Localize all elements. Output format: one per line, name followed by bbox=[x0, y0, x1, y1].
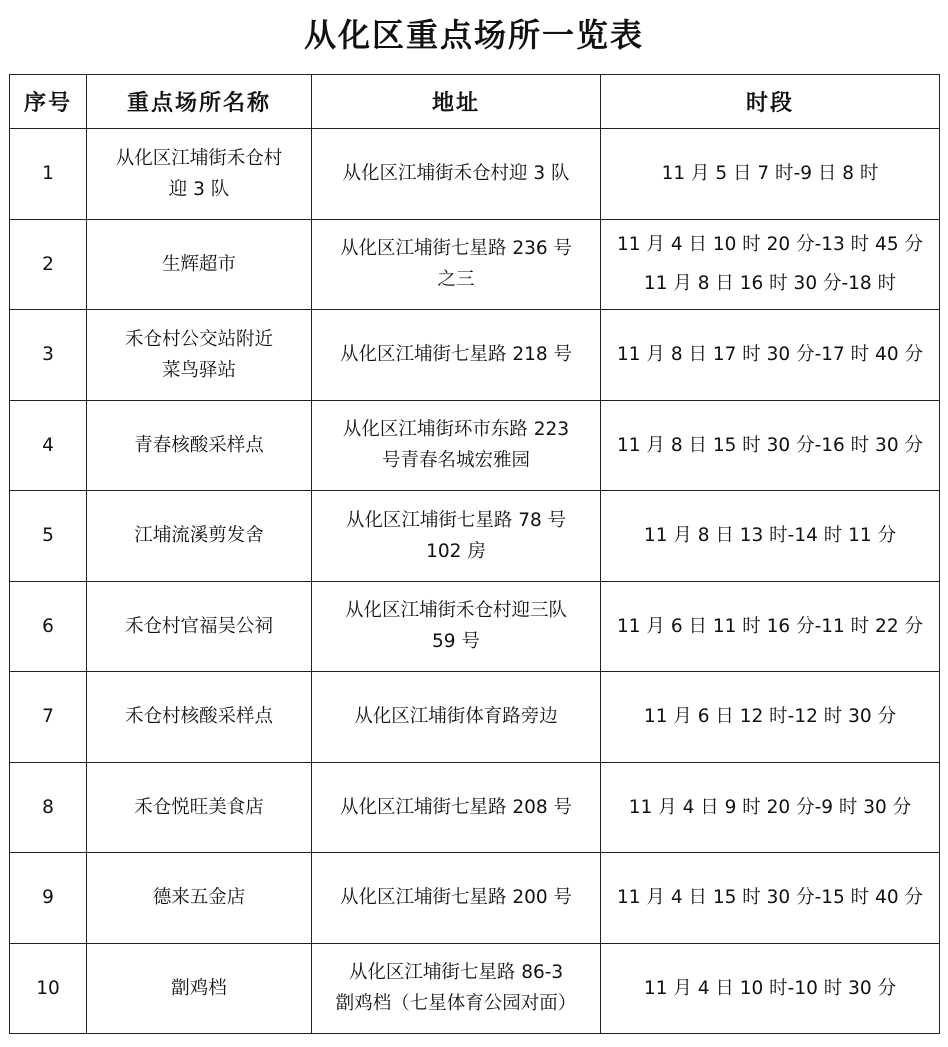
cell-site-name-line: 禾仓村公交站附近 bbox=[124, 328, 273, 350]
cell-seq: 7 bbox=[10, 672, 87, 763]
table-row bbox=[10, 310, 940, 401]
cell-period-line: 11 月 8 日 15 时 30 分-16 时 30 分 bbox=[617, 434, 923, 456]
cell-period-line: 11 月 6 日 11 时 16 分-11 时 22 分 bbox=[617, 615, 923, 637]
cell-site-name-line: 青春核酸采样点 bbox=[134, 434, 264, 456]
cell-site-name bbox=[87, 581, 312, 672]
header-address: 地址 bbox=[312, 75, 601, 129]
cell-site-name bbox=[87, 129, 312, 220]
cell-site-name-line: 菜鸟驿站 bbox=[161, 359, 236, 381]
cell-address-line: 从化区江埔街七星路 236 号 bbox=[339, 238, 573, 260]
table-row bbox=[10, 400, 940, 491]
cell-address bbox=[312, 762, 601, 853]
cell-address bbox=[312, 219, 601, 310]
cell-site-name bbox=[87, 853, 312, 944]
cell-period bbox=[601, 491, 940, 582]
cell-address bbox=[312, 491, 601, 582]
cell-site-name-line: 江埔流溪剪发舍 bbox=[134, 525, 264, 547]
cell-address-line: 102 房 bbox=[426, 540, 486, 562]
table-row bbox=[10, 219, 940, 310]
cell-address-line: 从化区江埔街七星路 78 号 bbox=[345, 509, 567, 531]
table-row bbox=[10, 672, 940, 763]
cell-seq: 3 bbox=[10, 310, 87, 401]
table-row bbox=[10, 491, 940, 582]
cell-site-name bbox=[87, 762, 312, 853]
table-row bbox=[10, 943, 940, 1034]
cell-address-line: 劏鸡档（七星体育公园对面） bbox=[335, 993, 577, 1015]
cell-address-line: 59 号 bbox=[432, 631, 480, 653]
cell-site-name-line: 从化区江埔街禾仓村 bbox=[115, 147, 283, 169]
cell-period bbox=[601, 581, 940, 672]
cell-address-line: 从化区江埔街体育路旁边 bbox=[354, 706, 558, 728]
cell-site-name-line: 劏鸡档 bbox=[171, 977, 227, 999]
cell-address bbox=[312, 129, 601, 220]
table-row bbox=[10, 129, 940, 220]
cell-address-line: 从化区江埔街七星路 200 号 bbox=[339, 887, 573, 909]
header-seq: 序号 bbox=[10, 75, 87, 129]
cell-address bbox=[312, 672, 601, 763]
cell-seq: 4 bbox=[10, 400, 87, 491]
cell-site-name-line: 禾仓村核酸采样点 bbox=[124, 706, 273, 728]
cell-address-line: 从化区江埔街七星路 218 号 bbox=[339, 344, 573, 366]
cell-site-name bbox=[87, 219, 312, 310]
table-row bbox=[10, 853, 940, 944]
cell-address bbox=[312, 853, 601, 944]
cell-address-line: 从化区江埔街禾仓村迎 3 队 bbox=[342, 163, 570, 185]
cell-site-name bbox=[87, 400, 312, 491]
cell-period-line: 11 月 8 日 16 时 30 分-18 时 bbox=[643, 273, 897, 295]
cell-period bbox=[601, 943, 940, 1034]
cell-period bbox=[601, 853, 940, 944]
table-row bbox=[10, 581, 940, 672]
cell-address-line: 之三 bbox=[437, 269, 475, 291]
cell-period bbox=[601, 310, 940, 401]
cell-seq: 2 bbox=[10, 219, 87, 310]
cell-address-line: 从化区江埔街七星路 86-3 bbox=[348, 962, 564, 984]
cell-period-line: 11 月 4 日 10 时-10 时 30 分 bbox=[643, 977, 897, 999]
cell-seq: 5 bbox=[10, 491, 87, 582]
cell-address bbox=[312, 943, 601, 1034]
cell-period bbox=[601, 762, 940, 853]
cell-period-line: 11 月 4 日 10 时 20 分-13 时 45 分 bbox=[617, 234, 923, 256]
cell-address bbox=[312, 310, 601, 401]
table-header-row bbox=[10, 75, 940, 129]
cell-site-name-line: 迎 3 队 bbox=[168, 178, 230, 200]
cell-period-line: 11 月 4 日 9 时 20 分-9 时 30 分 bbox=[628, 796, 912, 818]
cell-address-line: 号青春名城宏雅园 bbox=[381, 450, 530, 472]
cell-address-line: 从化区江埔街环市东路 223 bbox=[342, 419, 570, 441]
cell-site-name bbox=[87, 310, 312, 401]
cell-period-line: 11 月 5 日 7 时-9 日 8 时 bbox=[661, 163, 879, 185]
cell-address-line: 从化区江埔街禾仓村迎三队 bbox=[344, 600, 567, 622]
header-period: 时段 bbox=[601, 75, 940, 129]
cell-period-line: 11 月 8 日 13 时-14 时 11 分 bbox=[643, 525, 897, 547]
cell-period-line: 11 月 8 日 17 时 30 分-17 时 40 分 bbox=[617, 344, 923, 366]
cell-site-name-line: 德来五金店 bbox=[152, 887, 246, 909]
cell-site-name-line: 禾仓悦旺美食店 bbox=[134, 796, 264, 818]
cell-seq: 1 bbox=[10, 129, 87, 220]
cell-period-line: 11 月 6 日 12 时-12 时 30 分 bbox=[643, 706, 897, 728]
table-body bbox=[10, 129, 940, 1034]
page-title: 从化区重点场所一览表 bbox=[303, 16, 644, 54]
cell-period bbox=[601, 129, 940, 220]
cell-site-name bbox=[87, 491, 312, 582]
cell-site-name bbox=[87, 943, 312, 1034]
cell-site-name-line: 禾仓村官福吴公祠 bbox=[124, 615, 273, 637]
cell-address bbox=[312, 581, 601, 672]
cell-address bbox=[312, 400, 601, 491]
cell-seq: 9 bbox=[10, 853, 87, 944]
cell-period bbox=[601, 672, 940, 763]
table-row bbox=[10, 762, 940, 853]
cell-seq: 10 bbox=[10, 943, 87, 1034]
cell-period-line: 11 月 4 日 15 时 30 分-15 时 40 分 bbox=[617, 887, 923, 909]
cell-address-line: 从化区江埔街七星路 208 号 bbox=[339, 796, 573, 818]
cell-site-name-line: 生辉超市 bbox=[161, 253, 236, 275]
cell-site-name bbox=[87, 672, 312, 763]
cell-seq: 8 bbox=[10, 762, 87, 853]
header-name: 重点场所名称 bbox=[87, 75, 312, 129]
cell-period bbox=[601, 400, 940, 491]
key-sites-table bbox=[9, 74, 940, 1034]
cell-period bbox=[601, 219, 940, 310]
cell-seq: 6 bbox=[10, 581, 87, 672]
